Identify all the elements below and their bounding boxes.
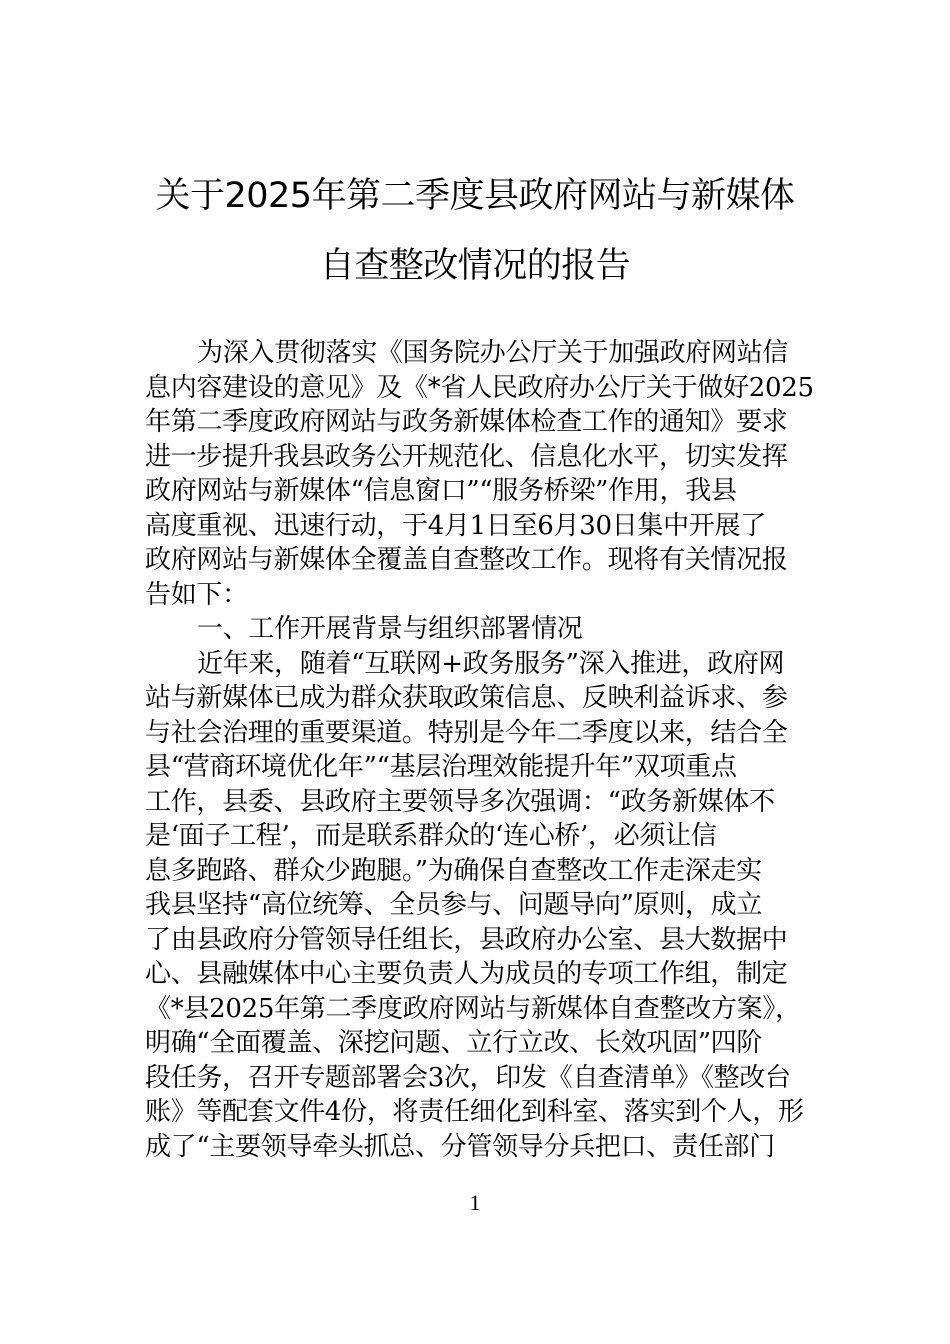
body-line: 息多跑路、群众少跑腿。”为确保自查整改工作走深走实 [145,855,762,886]
body-line: 站与新媒体已成为群众获取政策信息、反映利益诉求、参 [145,683,788,713]
body-line: 息内容建设的意见》及《*省人民政府办公厅关于做好2025 [145,372,814,403]
body-line: 心、县融媒体中心主要负责人为成员的专项工作组，制定 [145,959,788,989]
body-line: 段任务，召开专题部署会3次，印发《自查清单》《整改台 [145,1062,791,1093]
body-line: 账》等配套文件4份，将责任细化到科室、落实到个人，形 [145,1097,804,1127]
document-title-line-2: 自查整改情况的报告 [319,246,631,286]
body-line: 我县坚持“高位统筹、全员参与、问题导向”原则，成立 [145,890,763,920]
body-line: 县“营商环境优化年”“基层治理效能提升年”双项重点 [145,752,737,782]
body-line: 了由县政府分管领导任组长，县政府办公室、县大数据中 [145,924,788,955]
document-body [145,336,814,1164]
document-title-line-1: 关于2025年第二季度县政府网站与新媒体 [155,176,795,216]
body-line: 为深入贯彻落实《国务院办公厅关于加强政府网站信 [197,338,789,368]
body-line: 工作，县委、县政府主要领导多次强调：“政务新媒体不 [145,786,775,817]
body-line: 与社会治理的重要渠道。特别是今年二季度以来，结合全 [145,717,788,748]
page-number: 1 [469,1190,481,1215]
body-line: 高度重视、迅速行动，于4月1日至6月30日集中开展了 [145,510,766,541]
body-line: 年第二季度政府网站与政务新媒体检查工作的通知》要求 [145,407,788,437]
body-line: 告如下： [145,579,248,610]
body-line: 《*县2025年第二季度政府网站与新媒体自查整改方案》， [145,993,801,1024]
body-line: 政府网站与新媒体“信息窗口”“服务桥梁”作用，我县 [145,476,737,506]
body-line: 明确“全面覆盖、深挖问题、立行立改、长效巩固”四阶 [145,1028,763,1058]
body-line: 成了“主要领导牵头抓总、分管领导分兵把口、责任部门 [145,1131,775,1162]
body-line: 进一步提升我县政务公开规范化、信息化水平，切实发挥 [145,441,788,472]
section-heading: 一、工作开展背景与组织部署情况 [197,614,583,644]
body-line: 政府网站与新媒体全覆盖自查整改工作。现将有关情况报 [145,545,788,575]
body-line: 是‘面子工程’，而是联系群众的‘连心桥’，必须让信 [145,821,717,851]
body-line: 近年来，随着“互联网+政务服务”深入推进，政府网 [197,648,785,679]
